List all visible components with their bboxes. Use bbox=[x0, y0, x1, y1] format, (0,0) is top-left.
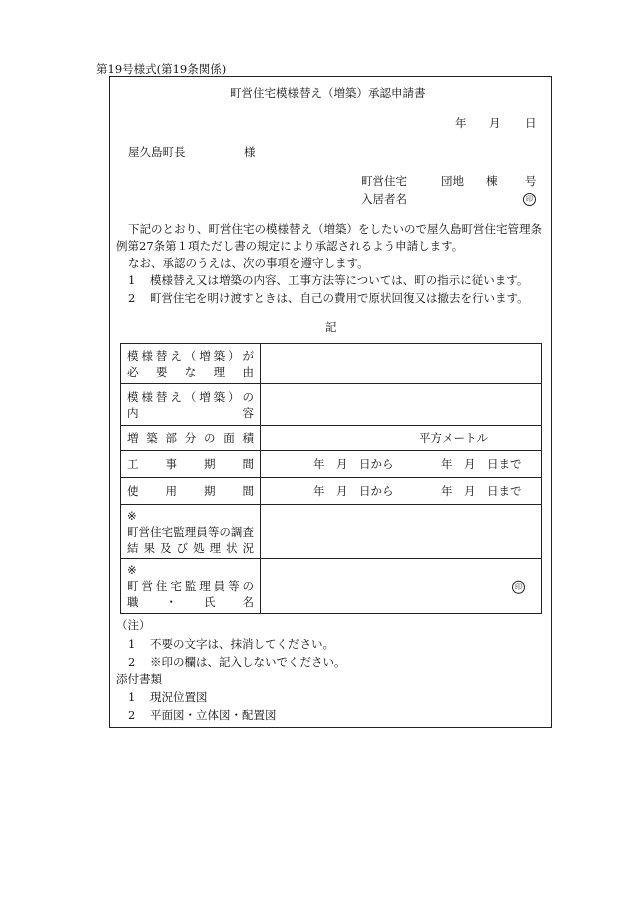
seal-icon: 印 bbox=[512, 580, 525, 593]
note1-number: 1 bbox=[128, 637, 136, 651]
body-paragraph-line2: 例第27条第１項ただし書の規定により承認されるよう申請します。 bbox=[116, 239, 464, 253]
date-month: 月 bbox=[489, 116, 501, 130]
application-table bbox=[120, 343, 542, 614]
building-label: 棟 bbox=[486, 174, 498, 188]
content-label-cell bbox=[121, 384, 261, 426]
notes-heading: （注） bbox=[116, 618, 151, 632]
construction-from: 年 月 日から bbox=[313, 457, 394, 471]
table-row bbox=[121, 426, 542, 451]
date-year: 年 bbox=[455, 116, 467, 130]
body-paragraph-2: なお、承認のうえは、次の事項を遵守します。 bbox=[128, 256, 369, 270]
resident-label: 入居者名 bbox=[361, 192, 407, 206]
form-title: 町営住宅模様替え（増築）承認申請書 bbox=[230, 86, 426, 100]
item1-text: 模様替え又は増築の内容、工事方法等については、町の指示に従います。 bbox=[150, 273, 529, 287]
reason-value-cell[interactable] bbox=[261, 344, 542, 384]
inspector-mark: ※ bbox=[127, 563, 137, 577]
area-value-cell[interactable] bbox=[261, 426, 542, 451]
inspector-label-line2: 職 ・ 氏 名 bbox=[127, 595, 254, 609]
addressee-honorific: 様 bbox=[244, 145, 256, 159]
note1-text: 不要の文字は、抹消してください。 bbox=[150, 637, 334, 651]
content-label-line1: 模 様 替 え （ 増 築 ） の bbox=[127, 389, 254, 404]
body-paragraph-line1: 下記のとおり、町営住宅の模様替え（増築）をしたいので屋久島町営住宅管理条 bbox=[128, 222, 542, 236]
number-label: 号 bbox=[525, 174, 537, 188]
addressee-name: 屋久島町長 bbox=[128, 145, 186, 159]
note2-number: 2 bbox=[128, 655, 136, 669]
construction-period-label-cell bbox=[121, 451, 261, 478]
seal-icon: 印 bbox=[523, 193, 536, 206]
usage-period-value-cell[interactable] bbox=[261, 478, 542, 505]
area-label-cell bbox=[121, 426, 261, 451]
table-row bbox=[121, 505, 542, 559]
construction-to: 年 月 日まで bbox=[441, 457, 522, 471]
reason-label-line2: 必 要 な 理 由 bbox=[127, 364, 254, 379]
inspection-mark: ※ bbox=[127, 508, 137, 523]
table-row bbox=[121, 478, 542, 505]
reason-label-cell bbox=[121, 344, 261, 384]
table-row bbox=[121, 384, 542, 426]
ki-heading: 記 bbox=[325, 320, 337, 334]
table-row bbox=[121, 344, 542, 384]
usage-period-label: 使 用 期 間 bbox=[127, 484, 254, 498]
usage-to: 年 月 日まで bbox=[441, 484, 522, 498]
complex-label: 団地 bbox=[441, 174, 464, 188]
content-label-line2: 内 容 bbox=[127, 405, 254, 420]
reason-label-line1: 模 様 替 え （ 増 築 ） が bbox=[127, 348, 254, 363]
date-day: 日 bbox=[525, 116, 537, 130]
area-label: 増 築 部 分 の 面 積 bbox=[127, 431, 254, 445]
inspector-value-cell[interactable] bbox=[261, 559, 542, 614]
item2-number: 2 bbox=[128, 291, 136, 305]
note2-text: ※印の欄は、記入しないでください。 bbox=[150, 655, 346, 669]
housing-label: 町営住宅 bbox=[361, 174, 407, 188]
applicant-seal-mark bbox=[523, 191, 536, 206]
inspection-label-cell bbox=[121, 505, 261, 559]
inspection-value-cell[interactable] bbox=[261, 505, 542, 559]
inspector-label-line1: 町 営 住 宅 監 理 員 等 の bbox=[127, 579, 254, 593]
item1-number: 1 bbox=[128, 273, 136, 287]
usage-from: 年 月 日から bbox=[313, 484, 394, 498]
inspector-seal-mark bbox=[512, 579, 525, 594]
inspection-label-line1: 町 営 住 宅 監 理 員 等 の 調 査 bbox=[127, 524, 254, 539]
inspector-label-cell bbox=[121, 559, 261, 614]
form-number: 第19号様式(第19条関係) bbox=[96, 62, 227, 76]
area-unit: 平方メートル bbox=[419, 431, 488, 445]
construction-period-value-cell[interactable] bbox=[261, 451, 542, 478]
attachment2-number: 2 bbox=[128, 708, 136, 722]
inspection-label-line2: 結 果 及 び 処 理 状 況 bbox=[127, 540, 254, 555]
content-value-cell[interactable] bbox=[261, 384, 542, 426]
attachment1-number: 1 bbox=[128, 690, 136, 704]
table-row bbox=[121, 559, 542, 614]
usage-period-label-cell bbox=[121, 478, 261, 505]
item2-text: 町営住宅を明け渡すときは、自己の費用で原状回復又は撤去を行います。 bbox=[150, 291, 529, 305]
table-row bbox=[121, 451, 542, 478]
attachment2-text: 平面図・立体図・配置図 bbox=[150, 708, 277, 722]
attachment1-text: 現況位置図 bbox=[150, 690, 208, 704]
construction-period-label: 工 事 期 間 bbox=[127, 457, 254, 471]
attachments-heading: 添付書類 bbox=[116, 672, 162, 686]
